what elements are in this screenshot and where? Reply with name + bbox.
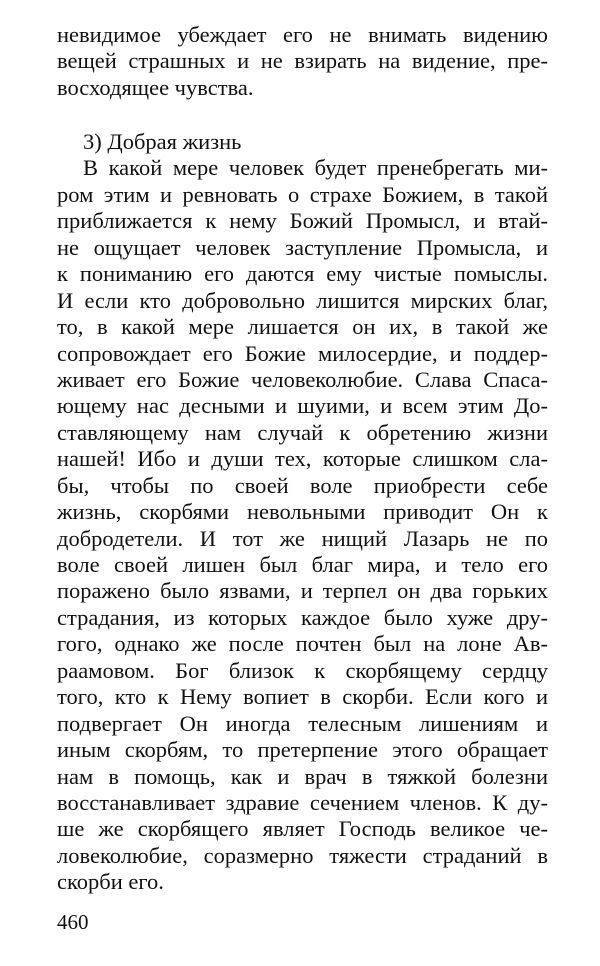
intro-paragraph xyxy=(57,22,548,101)
text-line: И если кто добровольно лишится мирских благ, xyxy=(57,287,548,313)
text-line: поражено было язвами, и терпел он два горьких xyxy=(57,578,548,604)
page-number: 460 xyxy=(57,910,89,934)
text-line: ше же скорбящего являет Господь великое че- xyxy=(57,816,548,842)
text-line: восстанавливает здравие сечением членов. К ду- xyxy=(57,789,548,815)
section-heading: 3) Добрая жизнь xyxy=(83,129,242,154)
body-paragraph xyxy=(57,155,548,895)
text-line: невидимое убеждает его не внимать видению xyxy=(57,22,548,47)
text-line: живает его Божие человеколюбие. Слава Спаса- xyxy=(57,366,548,392)
text-line: не ощущает человек заступление Промысла, и xyxy=(57,234,548,260)
text-line: приближается к нему Божий Промысл, и втай- xyxy=(57,208,548,234)
text-line: В какой мере человек будет пренебрегать ми- xyxy=(83,155,548,181)
text-line: воле своей лишен был благ мира, и тело его xyxy=(57,552,548,577)
section xyxy=(57,129,548,896)
text-line: скорби его. xyxy=(57,869,164,895)
text-line: бы, чтобы по своей воле приобрести себе xyxy=(57,472,548,498)
text-line: к пониманию его даются ему чистые помыслы. xyxy=(57,261,548,287)
text-line: гого, однако же после почтен был на лоне Ав- xyxy=(57,631,548,657)
text-line: ром этим и ревновать о страхе Божием, в такой xyxy=(57,181,548,207)
text-line: ющему нас десными и шуими, и всем этим До- xyxy=(57,393,548,419)
text-line: иным скорбям, то претерпение этого обращает xyxy=(57,737,548,763)
text-line: раамовом. Бог близок к скорбящему сердцу xyxy=(57,657,548,683)
text-line: ставляющему нам случай к обретению жизни xyxy=(57,419,548,445)
text-line: нашей! Ибо и души тех, которые слишком сла- xyxy=(57,446,548,472)
text-line: ловеколюбие, соразмерно тяжести страданий в xyxy=(57,842,548,868)
text-line: вещей страшных и не взирать на видение, пре- xyxy=(57,48,548,74)
text-line: страдания, из которых каждое было хуже дру- xyxy=(57,604,548,630)
text-line: нам в помощь, как и врач в тяжкой болезни xyxy=(57,763,548,789)
text-line: то, в какой мере лишается он их, в такой же xyxy=(57,314,548,340)
text-line: подвергает Он иногда телесным лишениям и xyxy=(57,710,548,736)
text-line: того, кто к Нему вопиет в скорби. Если кого и xyxy=(57,684,548,710)
text-line: сопровождает его Божие милосердие, и поддер- xyxy=(57,340,548,366)
text-line: восходящее чувства. xyxy=(57,74,254,100)
text-line: добродетели. И тот же нищий Лазарь не по xyxy=(57,525,548,551)
text-line: жизнь, скорбями невольными приводит Он к xyxy=(57,499,548,525)
